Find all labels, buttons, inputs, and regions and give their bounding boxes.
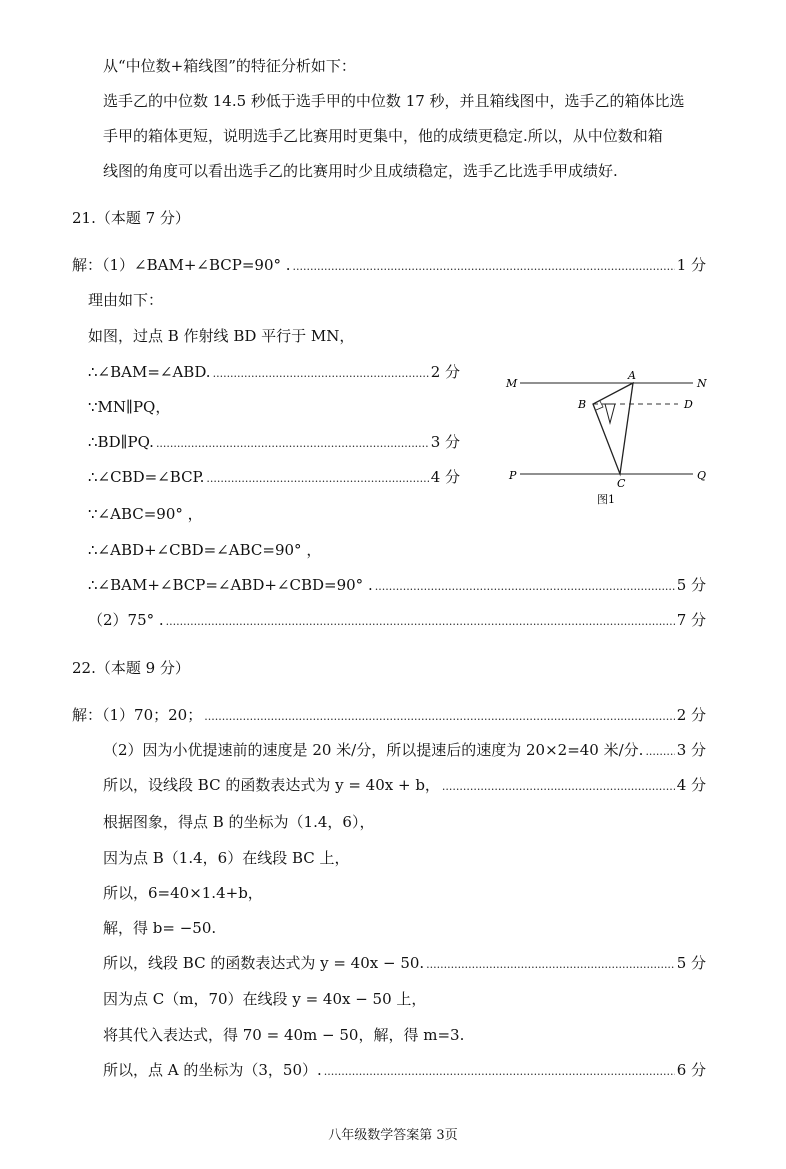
q22-line-3-score: 4 分 bbox=[676, 776, 706, 794]
q22-line-6: 所以，6=40×1.4+b， bbox=[103, 884, 263, 902]
q22-line-3 bbox=[103, 775, 706, 797]
q21-title: 21.（本题 7 分） bbox=[72, 209, 190, 227]
q21-step-5: ∵∠ABC=90° ， bbox=[88, 505, 203, 523]
q22-line-8-score: 5 分 bbox=[676, 954, 706, 972]
q21-answer-1 bbox=[72, 255, 706, 277]
q22-answer-1-score: 2 分 bbox=[676, 706, 706, 724]
q21-step-1 bbox=[88, 362, 460, 384]
figure-caption: 图1 bbox=[597, 493, 615, 506]
q21-step-3-text: ∴BD∥PQ. bbox=[88, 433, 154, 451]
q22-line-5: 因为点 B（1.4，6）在线段 BC 上， bbox=[103, 849, 350, 867]
q21-step-4 bbox=[88, 467, 460, 489]
q21-step-3-score: 3 分 bbox=[430, 433, 460, 451]
q22-line-4: 根据图象，得点 B 的坐标为（1.4，6）， bbox=[103, 813, 375, 831]
q21-answer-2-score: 7 分 bbox=[676, 611, 706, 629]
analysis-line-2: 手甲的箱体更短，说明选手乙比赛用时更集中，他的成绩更稳定.所以，从中位数和箱 bbox=[103, 127, 663, 145]
dot-leader bbox=[324, 1062, 675, 1082]
label-m: M bbox=[506, 377, 518, 390]
analysis-heading: 从“中位数+箱线图”的特征分析如下： bbox=[103, 57, 356, 75]
q21-step-1-text: ∴∠BAM=∠ABD. bbox=[88, 363, 211, 381]
q21-construct: 如图，过点 B 作射线 BD 平行于 MN， bbox=[88, 327, 355, 345]
q22-line-11-text: 所以，点 A 的坐标为（3，50）. bbox=[103, 1061, 322, 1079]
q21-step-2: ∵MN∥PQ， bbox=[88, 398, 171, 416]
q21-step-7-text: ∴∠BAM+∠BCP=∠ABD+∠CBD=90° . bbox=[88, 576, 373, 594]
dot-leader bbox=[206, 469, 428, 489]
dot-leader bbox=[293, 257, 675, 277]
inner-triangle bbox=[605, 404, 615, 423]
q21-step-1-score: 2 分 bbox=[430, 363, 460, 381]
q22-line-7: 解，得 b= −50. bbox=[103, 919, 217, 937]
dot-leader bbox=[375, 577, 675, 597]
q21-step-7-score: 5 分 bbox=[676, 576, 706, 594]
dot-leader bbox=[213, 364, 429, 384]
q22-line-10: 将其代入表达式，得 70 = 40m − 50，解，得 m=3. bbox=[103, 1026, 465, 1044]
q21-step-6: ∴∠ABD+∠CBD=∠ABC=90° ， bbox=[88, 541, 322, 559]
q22-answer-1 bbox=[72, 705, 706, 727]
dot-leader bbox=[204, 707, 674, 727]
dot-leader bbox=[156, 434, 429, 454]
page-footer: 八年级数学答案第 3页 bbox=[328, 1128, 458, 1143]
q22-line-2 bbox=[103, 740, 706, 762]
label-p: P bbox=[509, 469, 517, 482]
dot-leader bbox=[442, 777, 675, 797]
q22-line-2-text: （2）因为小优提速前的速度是 20 米/分，所以提速后的速度为 20×2=40 米/分. bbox=[103, 741, 644, 759]
q22-line-11 bbox=[103, 1060, 706, 1082]
q22-line-3-text: 所以，设线段 BC 的函数表达式为 y = 40x + b， bbox=[103, 776, 440, 794]
analysis-line-1: 选手乙的中位数 14.5 秒低于选手甲的中位数 17 秒，并且箱线图中，选手乙的箱体比选 bbox=[103, 92, 685, 110]
figure-1 bbox=[500, 368, 720, 508]
q22-line-8 bbox=[103, 953, 706, 975]
triangle-abc bbox=[593, 383, 633, 474]
q21-step-3 bbox=[88, 432, 460, 454]
q21-answer-2-text: （2）75° . bbox=[88, 611, 164, 629]
dot-leader bbox=[645, 742, 674, 762]
q21-step-7 bbox=[88, 575, 706, 597]
label-q: Q bbox=[697, 469, 707, 482]
label-b: B bbox=[578, 398, 587, 411]
q22-title: 22.（本题 9 分） bbox=[72, 659, 190, 677]
label-n: N bbox=[697, 377, 707, 390]
q22-line-8-text: 所以，线段 BC 的函数表达式为 y = 40x − 50. bbox=[103, 954, 425, 972]
q21-answer-2 bbox=[88, 610, 706, 632]
label-d: D bbox=[684, 398, 693, 411]
analysis-line-3: 线图的角度可以看出选手乙的比赛用时少且成绩稳定，选手乙比选手甲成绩好. bbox=[103, 162, 618, 180]
dot-leader bbox=[166, 612, 675, 632]
dot-leader bbox=[426, 955, 675, 975]
q21-step-4-text: ∴∠CBD=∠BCP. bbox=[88, 468, 205, 486]
q21-step-4-score: 4 分 bbox=[430, 468, 460, 486]
q21-reason: 理由如下： bbox=[88, 291, 164, 309]
q22-answer-1-text: 解：（1）70；20； bbox=[72, 706, 203, 724]
label-c: C bbox=[617, 477, 626, 490]
q22-line-11-score: 6 分 bbox=[676, 1061, 706, 1079]
q21-answer-1-text: 解：（1）∠BAM+∠BCP=90° . bbox=[72, 256, 291, 274]
q22-line-9: 因为点 C（m，70）在线段 y = 40x − 50 上， bbox=[103, 990, 427, 1008]
q22-line-2-score: 3 分 bbox=[676, 741, 706, 759]
q21-answer-1-score: 1 分 bbox=[676, 256, 706, 274]
label-a: A bbox=[628, 369, 636, 382]
